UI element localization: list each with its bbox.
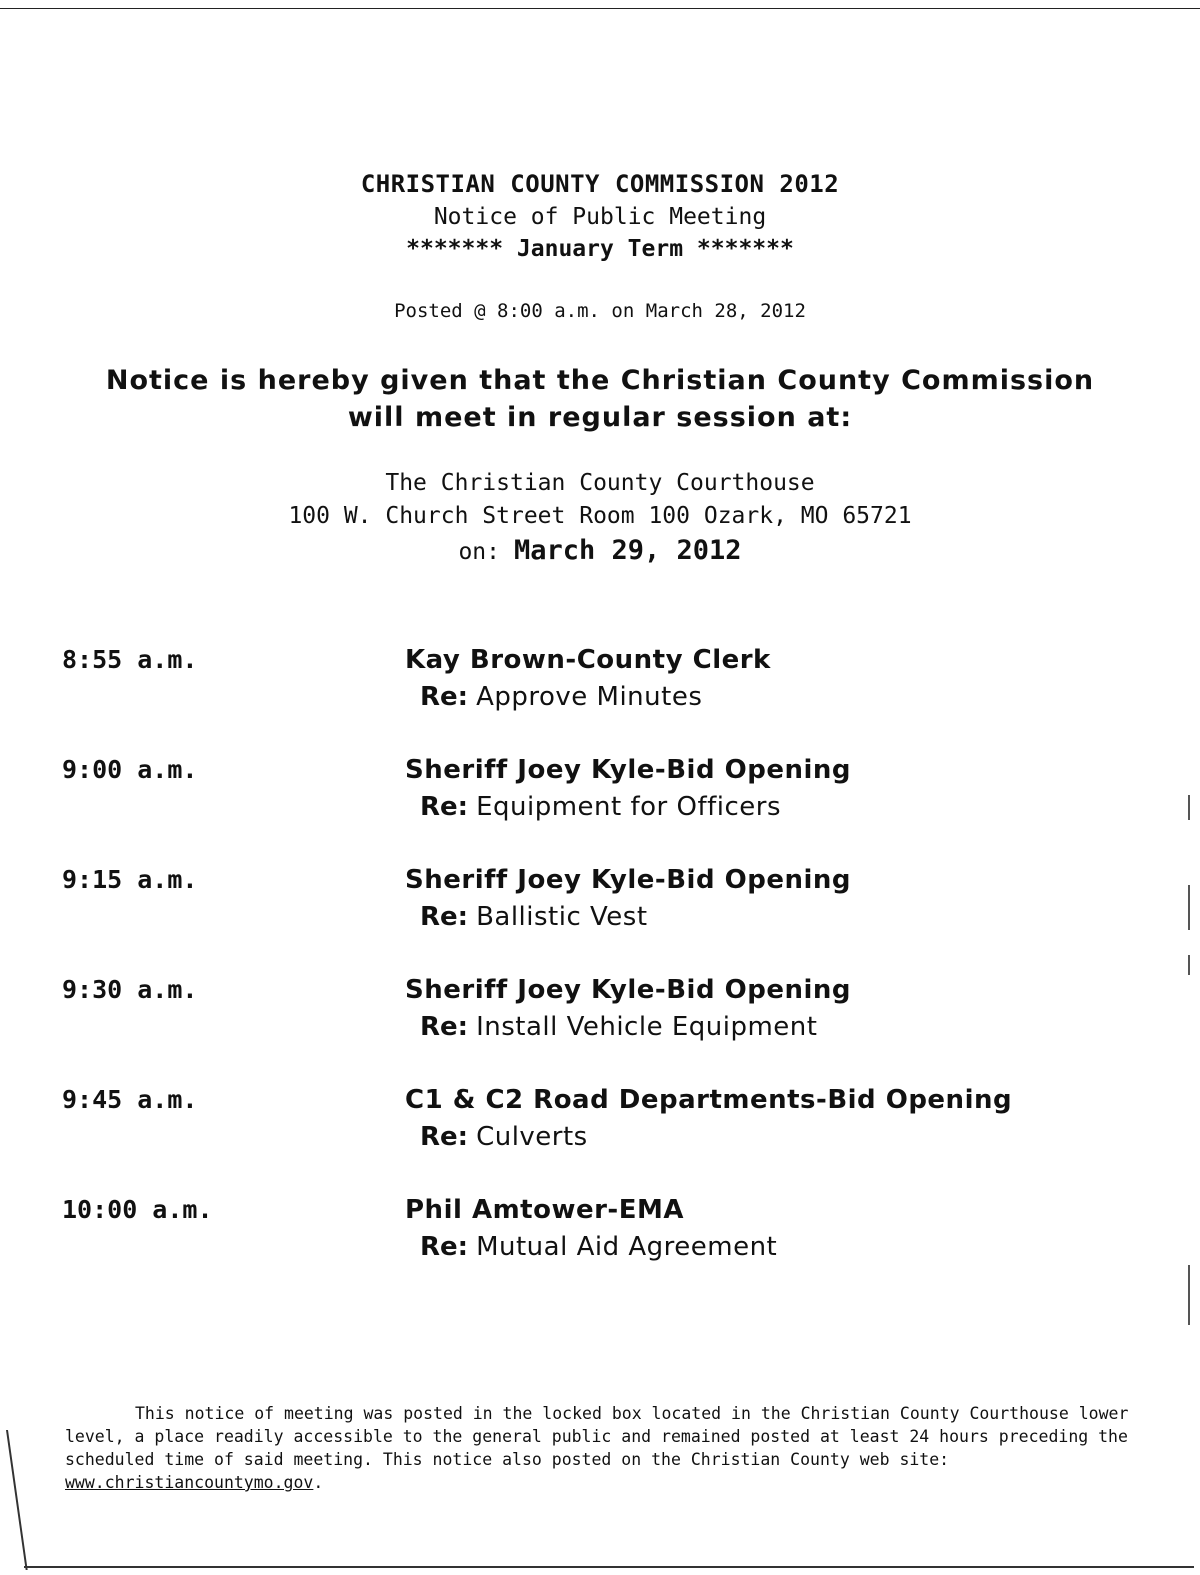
notice-statement-line-1: Notice is hereby given that the Christian County Commission (105, 365, 1095, 396)
agenda-subject (420, 1012, 817, 1042)
agenda-item (0, 865, 1200, 975)
term-label: ******* January Term ******* (406, 236, 794, 262)
agenda-time: 9:00 a.m. (62, 755, 198, 784)
agenda-subject (420, 902, 648, 932)
agenda-presenter: Sheriff Joey Kyle-Bid Opening (405, 865, 852, 895)
agenda-presenter: Kay Brown-County Clerk (405, 645, 771, 675)
footer-text: This notice of meeting was posted in the locked box located in the Christian County Courthouse lower level, a place readily accessible to the general public and remained posted at least 24 hours preceding the scheduled time of said meeting. This notice also posted on the Christian County web site: (65, 1404, 1129, 1469)
agenda-time: 9:45 a.m. (62, 1085, 198, 1114)
location-name: The Christian County Courthouse (385, 470, 815, 496)
posted-timestamp: Posted @ 8:00 a.m. on March 28, 2012 (394, 300, 806, 322)
re-text: Equipment for Officers (476, 792, 781, 822)
notice-statement-line-2: will meet in regular session at: (347, 402, 853, 433)
posting-notice-footer (65, 1402, 1150, 1494)
county-website-link[interactable]: www.christiancountymo.gov (65, 1473, 314, 1492)
agenda-time: 9:30 a.m. (62, 975, 198, 1004)
re-text: Ballistic Vest (476, 902, 648, 932)
agenda-subject (420, 682, 702, 712)
re-label: Re: (420, 682, 469, 712)
agenda-time: 10:00 a.m. (62, 1195, 213, 1224)
agenda-presenter: Phil Amtower-EMA (405, 1195, 684, 1225)
agenda-item (0, 1195, 1200, 1305)
agenda-presenter: C1 & C2 Road Departments-Bid Opening (405, 1085, 1013, 1115)
re-text: Culverts (476, 1122, 588, 1152)
page-top-edge (0, 0, 1200, 9)
re-text: Mutual Aid Agreement (476, 1232, 778, 1262)
re-label: Re: (420, 1122, 469, 1152)
meeting-date: March 29, 2012 (513, 535, 742, 566)
re-text: Approve Minutes (476, 682, 703, 712)
agenda-time: 8:55 a.m. (62, 645, 198, 674)
agenda-item (0, 645, 1200, 755)
agenda-item (0, 975, 1200, 1085)
location-address: 100 W. Church Street Room 100 Ozark, MO 65721 (288, 503, 912, 529)
re-label: Re: (420, 1012, 469, 1042)
document-subtitle: Notice of Public Meeting (433, 204, 767, 230)
agenda-subject (420, 792, 781, 822)
re-label: Re: (420, 902, 469, 932)
agenda-presenter: Sheriff Joey Kyle-Bid Opening (405, 755, 852, 785)
agenda-item (0, 1085, 1200, 1195)
meeting-date-line (0, 535, 1200, 566)
agenda-item (0, 755, 1200, 865)
on-label: on: (458, 539, 500, 565)
agenda-subject (420, 1232, 777, 1262)
agenda-time: 9:15 a.m. (62, 865, 198, 894)
document-title: CHRISTIAN COUNTY COMMISSION 2012 (360, 170, 840, 198)
re-text: Install Vehicle Equipment (476, 1012, 818, 1042)
footer-period: . (313, 1473, 324, 1492)
agenda-presenter: Sheriff Joey Kyle-Bid Opening (405, 975, 852, 1005)
re-label: Re: (420, 792, 469, 822)
agenda-subject (420, 1122, 588, 1152)
page-bottom-edge (24, 1566, 1194, 1568)
agenda-list (0, 645, 1200, 1305)
page-left-edge (6, 1430, 28, 1570)
re-label: Re: (420, 1232, 469, 1262)
